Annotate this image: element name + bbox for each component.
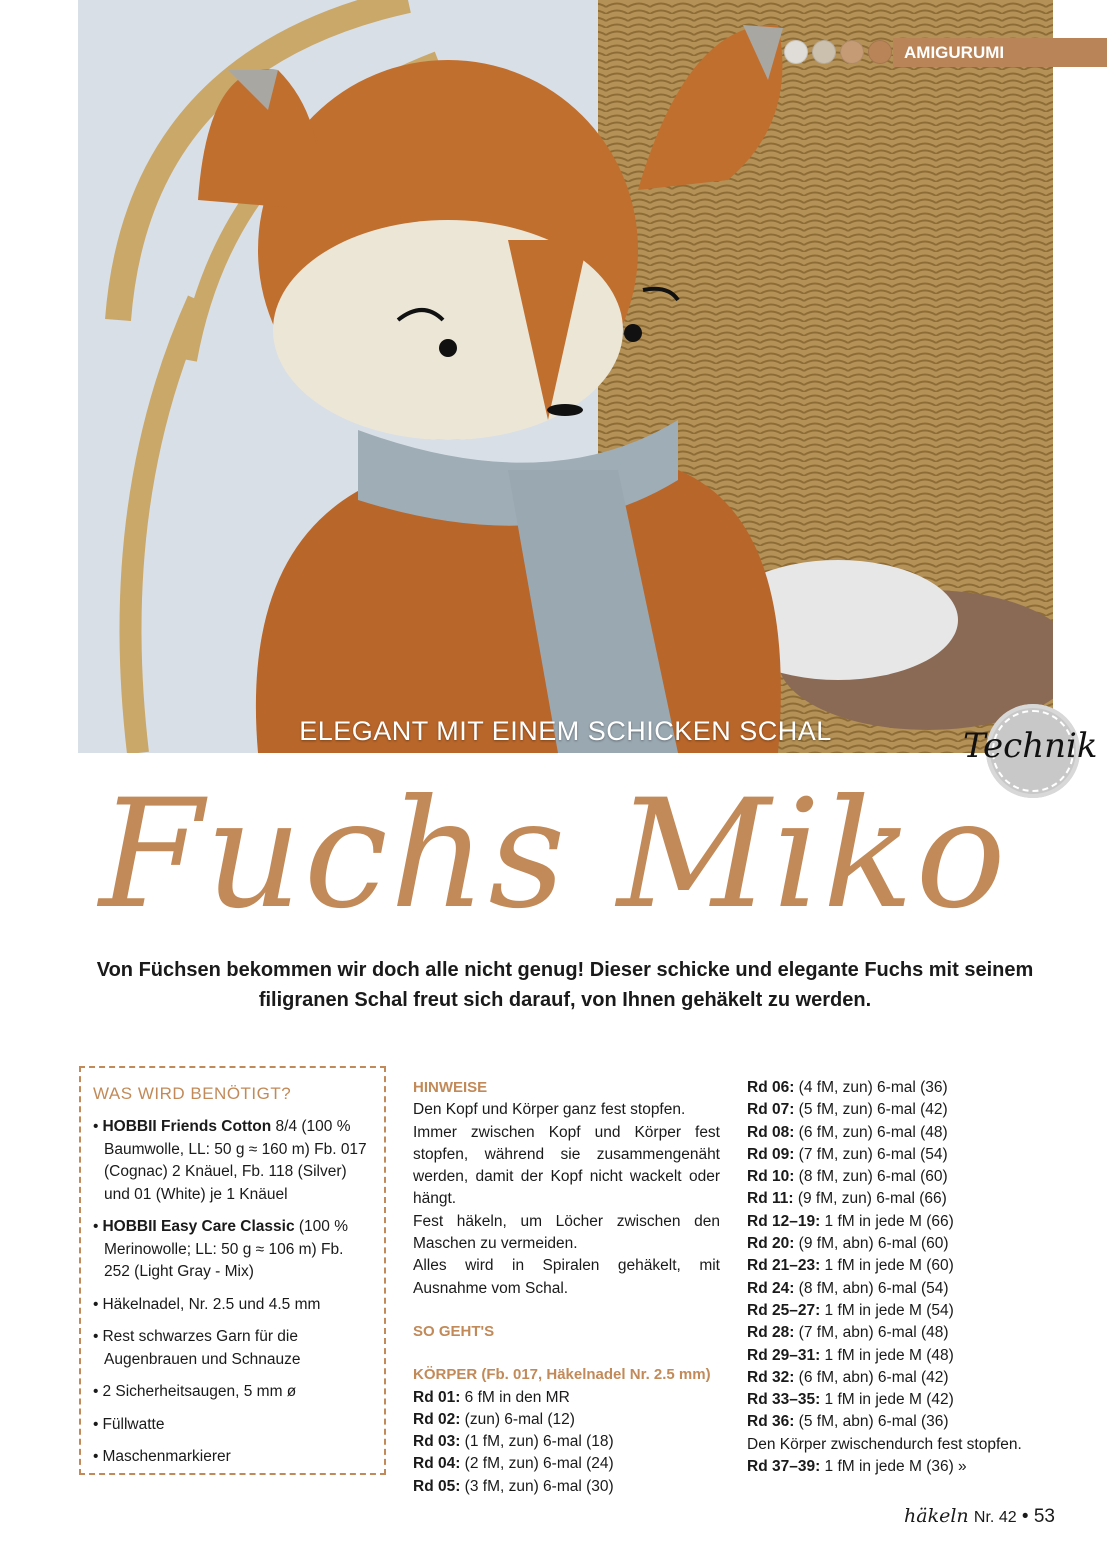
koerper-heading: KÖRPER (Fb. 017, Häkelnadel Nr. 2.5 mm) [413, 1366, 711, 1384]
materials-heading: WAS WIRD BENÖTIGT? [93, 1084, 292, 1103]
yarn-ball-icon [784, 40, 808, 64]
round-row: Rd 21–23: 1 fM in jede M (60) [747, 1257, 954, 1275]
round-row: Rd 29–31: 1 fM in jede M (48) [747, 1346, 954, 1364]
hero-photo [78, 0, 1053, 753]
round-row: Rd 09: (7 fM, zun) 6-mal (54) [747, 1145, 948, 1163]
intro-text: Von Füchsen bekommen wir doch alle nicht genug! Dieser schicke und elegante Fuchs mit seinem filigranen Schal freut sich darauf, von Ihnen gehäkelt zu werden. [96, 959, 1034, 1011]
instructions-column-right [747, 1077, 1047, 1478]
footer-bullet: • [1021, 1506, 1029, 1527]
round-row: Rd 10: (8 fM, zun) 6-mal (60) [747, 1168, 948, 1186]
round-row: Rd 37–39: 1 fM in jede M (36) » [747, 1458, 967, 1476]
category-tag: AMIGURUMI [893, 38, 1107, 67]
round-row: Rd 12–19: 1 fM in jede M (66) [747, 1212, 954, 1230]
round-row: Rd 28: (7 fM, abn) 6-mal (48) [747, 1324, 949, 1342]
round-row: Rd 24: (8 fM, abn) 6-mal (54) [747, 1279, 949, 1297]
materials-item: • Rest schwarzes Garn für die Augenbrauen und Schnauze [93, 1326, 370, 1371]
hinweise-paragraph: Den Kopf und Körper ganz fest stopfen. [413, 1101, 686, 1119]
materials-item: • Maschenmarkierer [93, 1446, 370, 1469]
page-number: 53 [1033, 1506, 1055, 1527]
materials-list [93, 1116, 370, 1469]
yarn-ball-icons [784, 40, 892, 66]
round-row: Rd 02: (zun) 6-mal (12) [413, 1410, 575, 1428]
materials-item: • Häkelnadel, Nr. 2.5 und 4.5 mm [93, 1294, 370, 1317]
round-row: Rd 20: (9 fM, abn) 6-mal (60) [747, 1235, 949, 1253]
yarn-ball-icon [812, 40, 836, 64]
hero-subtitle: ELEGANT MIT EINEM SCHICKEN SCHAL [299, 716, 832, 746]
hinweise-heading: HINWEISE [413, 1079, 488, 1096]
page-title: Fuchs Miko [99, 768, 1008, 942]
round-row: Rd 06: (4 fM, zun) 6-mal (36) [747, 1079, 948, 1096]
round-row: Rd 05: (3 fM, zun) 6-mal (30) [413, 1477, 614, 1495]
materials-item: • HOBBII Friends Cotton 8/4 (100 % Baumwolle, LL: 50 g ≈ 160 m) Fb. 017 (Cognac) 2 Knäuel, Fb. 118 (Silver) und 01 (White) je 1 Knäuel [93, 1116, 370, 1206]
hinweise-paragraph: Fest häkeln, um Löcher zwischen den Maschen zu vermeiden. [413, 1212, 720, 1253]
round-row: Rd 07: (5 fM, zun) 6-mal (42) [747, 1101, 948, 1119]
page-footer [904, 1505, 1055, 1528]
badge-label: Technik [963, 726, 1098, 766]
round-row: Rd 08: (6 fM, zun) 6-mal (48) [747, 1123, 948, 1141]
round-row: Rd 04: (2 fM, zun) 6-mal (24) [413, 1455, 614, 1473]
materials-item: • HOBBII Easy Care Classic (100 % Merinowolle; LL: 50 g ≈ 106 m) Fb. 252 (Light Gray - Mix) [93, 1216, 370, 1284]
round-row: Rd 25–27: 1 fM in jede M (54) [747, 1301, 954, 1319]
round-row: Rd 36: (5 fM, abn) 6-mal (36) [747, 1413, 949, 1431]
round-row: Rd 32: (6 fM, abn) 6-mal (42) [747, 1368, 949, 1386]
materials-box [79, 1066, 386, 1475]
materials-item: • Füllwatte [93, 1414, 370, 1437]
round-row: Rd 03: (1 fM, zun) 6-mal (18) [413, 1433, 614, 1451]
instructions-column-middle [413, 1077, 720, 1498]
round-row: Rd 11: (9 fM, zun) 6-mal (66) [747, 1190, 947, 1208]
materials-item: • 2 Sicherheitsaugen, 5 mm ø [93, 1381, 370, 1404]
hinweise-paragraph: Immer zwischen Kopf und Körper fest stopfen, während sie zusammengenäht werden, damit der Kopf nicht wackelt oder hängt. [413, 1123, 720, 1208]
round-row: Rd 01: 6 fM in den MR [413, 1388, 570, 1406]
so-gehts-heading: SO GEHT'S [413, 1322, 495, 1340]
stuffing-note: Den Körper zwischendurch fest stopfen. [747, 1435, 1022, 1453]
issue-number: Nr. 42 [973, 1509, 1017, 1526]
round-row: Rd 33–35: 1 fM in jede M (42) [747, 1391, 954, 1409]
yarn-ball-icon [868, 40, 892, 64]
hinweise-paragraph: Alles wird in Spiralen gehäkelt, mit Ausnahme vom Schal. [413, 1257, 720, 1297]
magazine-name: häkeln [904, 1505, 969, 1527]
fox-illustration [78, 0, 1053, 753]
yarn-ball-icon [840, 40, 864, 64]
